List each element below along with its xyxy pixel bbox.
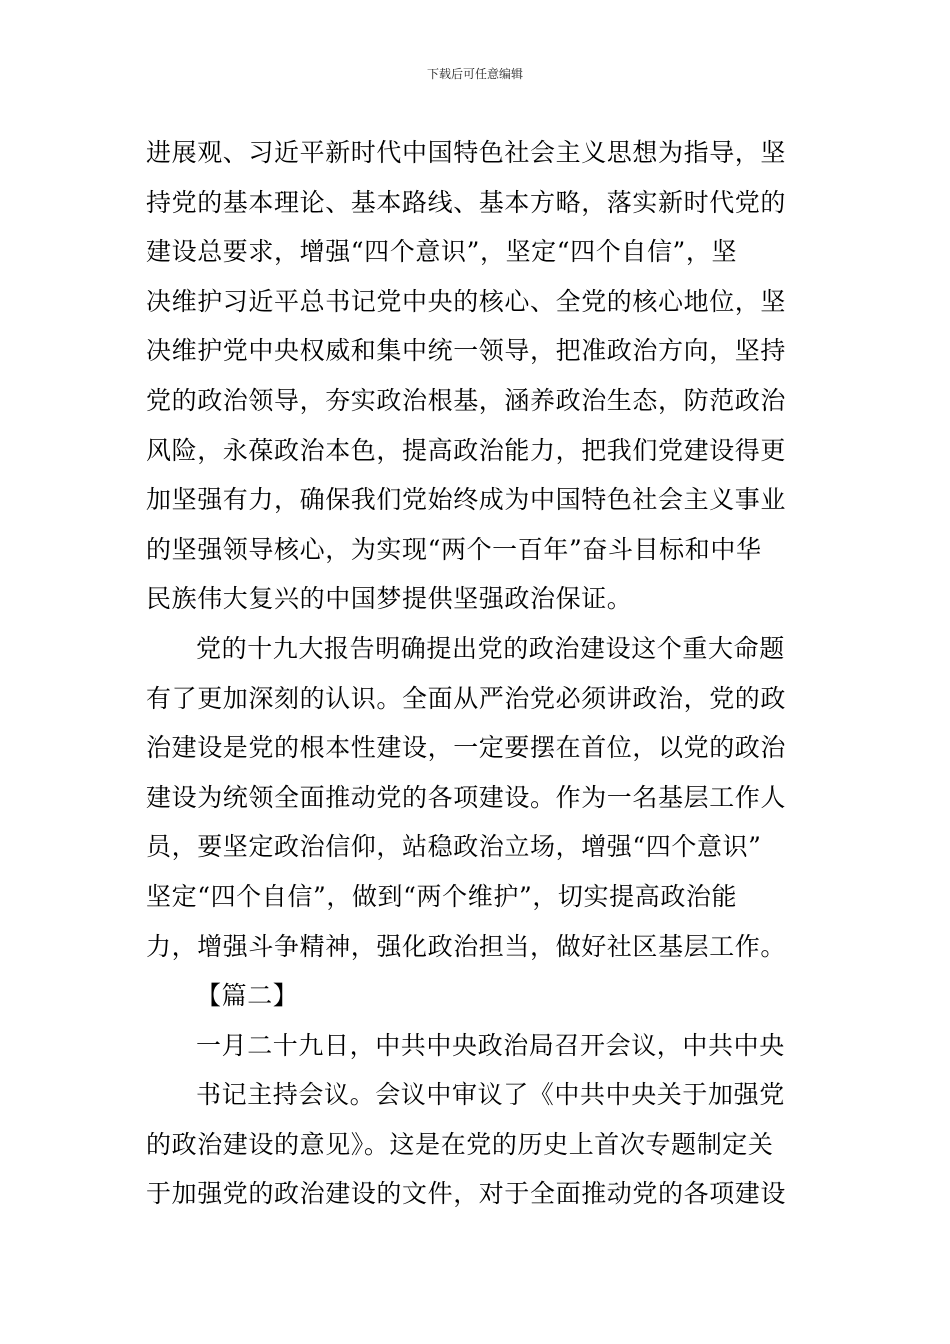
text-line: 的坚强领导核心，为实现“两个一百年”奋斗目标和中华 <box>146 534 762 564</box>
text-line: 坚定“四个自信”，做到“两个维护”，切实提高政治能 <box>146 881 738 911</box>
page-header: 下载后可任意编辑 <box>426 67 523 81</box>
paragraph-start-line: 党的十九大报告明确提出党的政治建设这个重大命题 <box>196 633 785 663</box>
section-heading: 【篇二】 <box>196 981 299 1011</box>
text-line: 加坚强有力，确保我们党始终成为中国特色社会主义事业 <box>146 485 787 515</box>
text-line: 力，增强斗争精神，强化政治担当，做好社区基层工作。 <box>146 931 787 961</box>
document-body <box>146 128 818 1219</box>
text-line: 治建设是党的根本性建设，一定要摆在首位，以党的政治 <box>146 733 787 763</box>
text-line: 员，要坚定政治信仰，站稳政治立场，增强“四个意识” <box>146 832 762 862</box>
paragraph-start-line: 一月二十九日，中共中央政治局召开会议，中共中央 <box>196 1030 785 1060</box>
text-line: 民族伟大复兴的中国梦提供坚强政治保证。 <box>146 584 633 614</box>
text-line: 书记主持会议。会议中审议了《中共中央关于加强党 <box>196 1080 785 1110</box>
text-line: 风险，永葆政治本色，提高政治能力，把我们党建设得更 <box>146 435 787 465</box>
text-line: 建设为统领全面推动党的各项建设。作为一名基层工作人 <box>146 782 787 812</box>
text-line: 于加强党的政治建设的文件，对于全面推动党的各项建设 <box>146 1179 787 1209</box>
text-line: 党的政治领导，夯实政治根基，涵养政治生态，防范政治 <box>146 385 787 415</box>
text-line: 持党的基本理论、基本路线、基本方略，落实新时代党的 <box>146 187 787 217</box>
text-line: 的政治建设的意见》。这是在党的历史上首次专题制定关 <box>146 1129 774 1159</box>
text-line: 建设总要求，增强“四个意识”，坚定“四个自信”，坚 <box>146 237 738 267</box>
text-line: 有了更加深刻的认识。全面从严治党必须讲政治，党的政 <box>146 683 787 713</box>
text-line: 进展观、习近平新时代中国特色社会主义思想为指导，坚 <box>146 138 787 167</box>
text-line: 决维护习近平总书记党中央的核心、全党的核心地位，坚 <box>146 286 787 316</box>
text-line: 决维护党中央权威和集中统一领导，把准政治方向，坚持 <box>146 336 787 366</box>
